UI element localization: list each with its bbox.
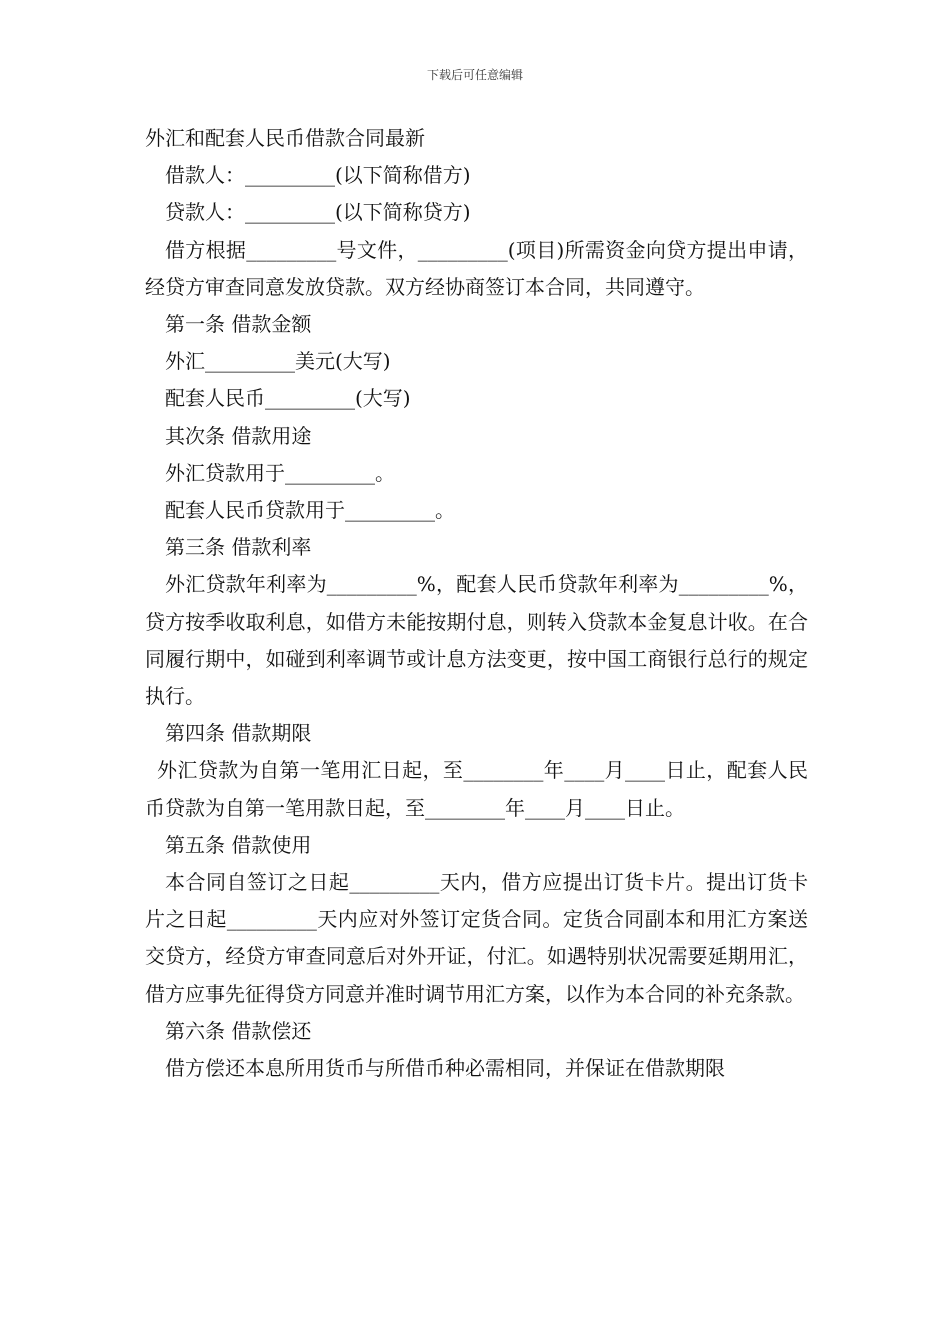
repayment-paragraph: 借方偿还本息所用货币与所借币种必需相同，并保证在借款期限 — [165, 1056, 725, 1081]
borrower-line: 借款人：_________(以下简称借方) — [165, 163, 471, 188]
document-title: 外汇和配套人民币借款合同最新 — [145, 126, 425, 150]
preamble-paragraph: 借方根据_________号文件，_________(项目)所需资金向贷方提出申请，经贷方审查同意发放贷款。双方经协商签订本合同，共同遵守。 — [145, 237, 808, 299]
article-heading: 其次条 借款用途 — [165, 423, 312, 448]
loan-term-paragraph: 外汇贷款为自第一笔用汇日起，至________年____月____日止，配套人民币贷款为自第一笔用款日起，至________年____月____日止。 — [145, 758, 808, 820]
document-body — [145, 120, 808, 1087]
article-heading: 第五条 借款使用 — [165, 832, 312, 857]
article-heading: 第三条 借款利率 — [165, 535, 312, 560]
article-heading: 第一条 借款金额 — [165, 312, 312, 337]
foreign-use-line: 外汇贷款用于_________。 — [165, 460, 395, 485]
rmb-amount-line: 配套人民币_________(大写) — [165, 386, 411, 411]
page-header: 下载后可任意编辑 — [426, 68, 523, 82]
lender-line: 贷款人：_________(以下简称贷方) — [165, 200, 471, 225]
foreign-amount-line: 外汇_________美元(大写) — [165, 349, 391, 374]
interest-rate-paragraph: 外汇贷款年利率为_________%，配套人民币贷款年利率为_________%，贷方按季收取利息，如借方未能按期付息，则转入贷款本金复息计收。在合同履行期中，如碰到利率调节或计息方法变更，按中国工商银行总行的规定执行。 — [145, 572, 808, 709]
loan-use-paragraph: 本合同自签订之日起_________天内，借方应提出订货卡片。提出订货卡片之日起_________天内应对外签订定货合同。定货合同副本和用汇方案送交贷方，经贷方审查同意后对外开证，付汇。如遇特别状况需要延期用汇，借方应事先征得贷方同意并准时调节用汇方案，以作为本合同的补充条款。 — [145, 870, 808, 1006]
rmb-use-line: 配套人民币贷款用于_________。 — [165, 498, 455, 523]
article-heading: 第四条 借款期限 — [165, 721, 312, 746]
article-heading: 第六条 借款偿还 — [165, 1018, 312, 1043]
